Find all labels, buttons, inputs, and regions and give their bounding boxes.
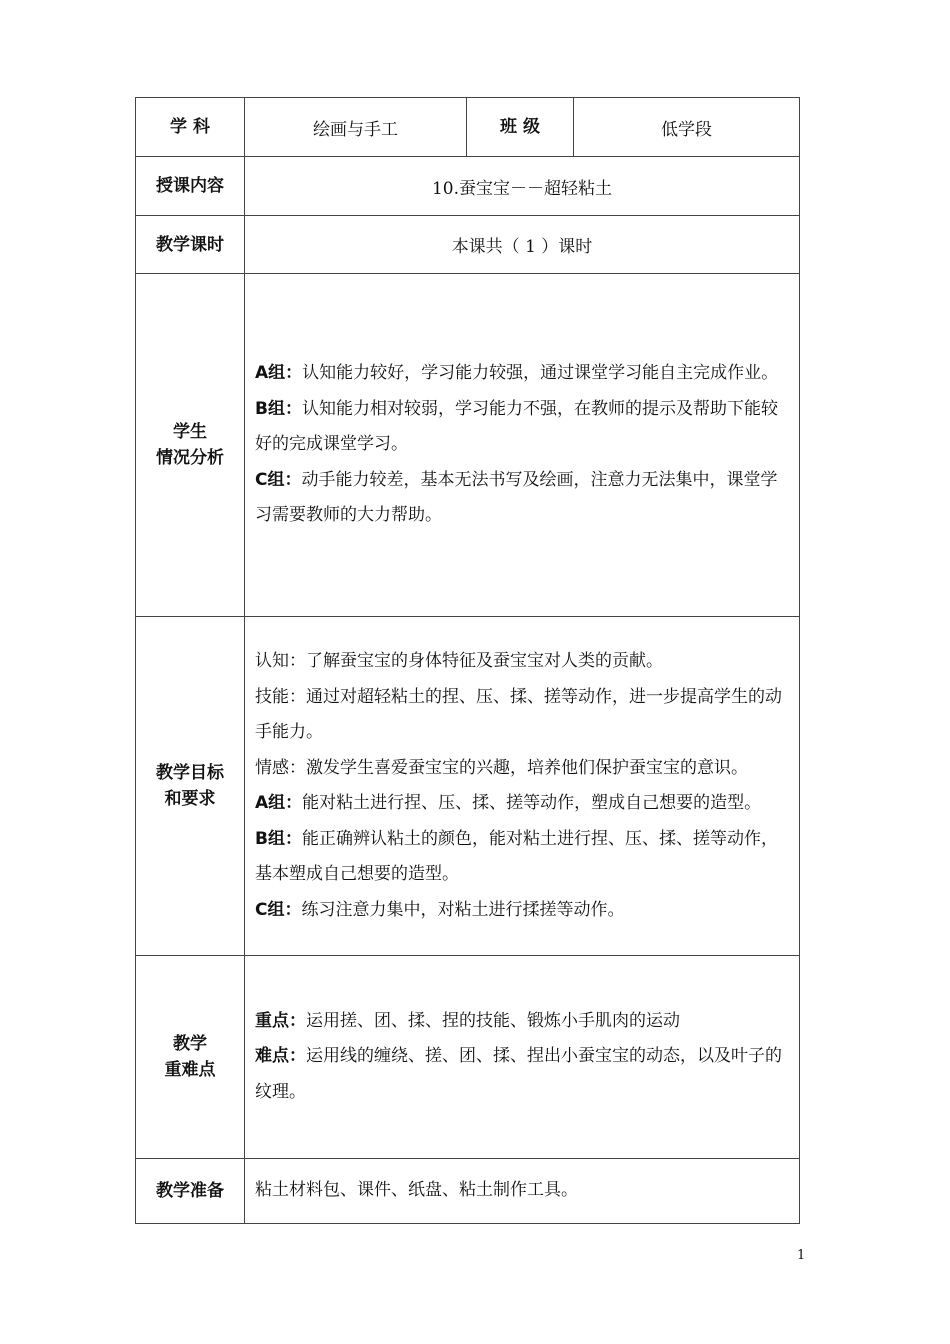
- goals-row: [136, 617, 800, 956]
- goal-skill: 技能：通过对超轻粘土的捏、压、揉、搓等动作，进一步提高学生的动手能力。: [255, 686, 782, 742]
- students-group-a: A组：认知能力较好，学习能力较强，通过课堂学习能自主完成作业。: [255, 363, 779, 384]
- content-value: 10.蚕宝宝－－超轻粘土: [245, 157, 800, 216]
- content-row: [136, 157, 800, 216]
- subject-value: 绘画与手工: [245, 98, 467, 157]
- students-row: [136, 274, 800, 617]
- prep-value: 粘土材料包、课件、纸盘、粘土制作工具。: [245, 1159, 800, 1224]
- keypoint-difficulty: 难点：运用线的缠绕、搓、团、揉、捏出小蚕宝宝的动态，以及叶子的纹理。: [255, 1046, 782, 1102]
- hours-label: 教学课时: [136, 216, 245, 274]
- keypoints-label-line2: 重难点: [164, 1060, 216, 1080]
- goals-content: [245, 617, 800, 956]
- goals-label-line1: 教学目标: [156, 763, 224, 783]
- keypoints-label-line1: 教学: [173, 1034, 207, 1054]
- keypoints-label: [136, 956, 245, 1159]
- prep-label: 教学准备: [136, 1159, 245, 1224]
- keypoints-content: [245, 956, 800, 1159]
- goal-emotion: 情感：激发学生喜爱蚕宝宝的兴趣，培养他们保护蚕宝宝的意识。: [255, 757, 748, 778]
- goal-cognition: 认知：了解蚕宝宝的身体特征及蚕宝宝对人类的贡献。: [255, 651, 663, 671]
- goal-group-a: A组：能对粘土进行捏、压、揉、搓等动作，塑成自己想要的造型。: [255, 793, 762, 813]
- subject-label: 学 科: [136, 98, 245, 157]
- keypoints-row: [136, 956, 800, 1159]
- hours-value: 本课共（ 1 ）课时: [245, 216, 800, 274]
- students-label-line1: 学生: [173, 422, 207, 442]
- class-label: 班 级: [467, 98, 574, 157]
- hours-row: [136, 216, 800, 274]
- students-label: [136, 274, 245, 617]
- goal-group-c: C组：练习注意力集中，对粘土进行揉搓等动作。: [255, 899, 625, 920]
- students-analysis: [245, 274, 800, 617]
- students-label-line2: 情况分析: [156, 448, 224, 468]
- prep-row: [136, 1159, 800, 1224]
- subject-row: [136, 98, 800, 157]
- keypoint-focus: 重点：运用搓、团、揉、捏的技能、锻炼小手肌肉的运动: [255, 1010, 680, 1031]
- students-group-c: C组：动手能力较差，基本无法书写及绘画，注意力无法集中，课堂学习需要教师的大力帮助。: [255, 469, 778, 526]
- page-number: 1: [797, 1248, 806, 1263]
- content-label: 授课内容: [136, 157, 245, 216]
- students-group-b: B组：认知能力相对较弱，学习能力不强，在教师的提示及帮助下能较好的完成课堂学习。: [255, 398, 778, 455]
- lesson-plan-table: [135, 97, 800, 1224]
- goals-label: [136, 617, 245, 956]
- class-value: 低学段: [574, 98, 800, 157]
- goal-group-b: B组：能正确辨认粘土的颜色，能对粘土进行捏、压、揉、搓等动作，基本塑成自己想要的造型。: [255, 828, 778, 884]
- goals-label-line2: 和要求: [164, 789, 216, 809]
